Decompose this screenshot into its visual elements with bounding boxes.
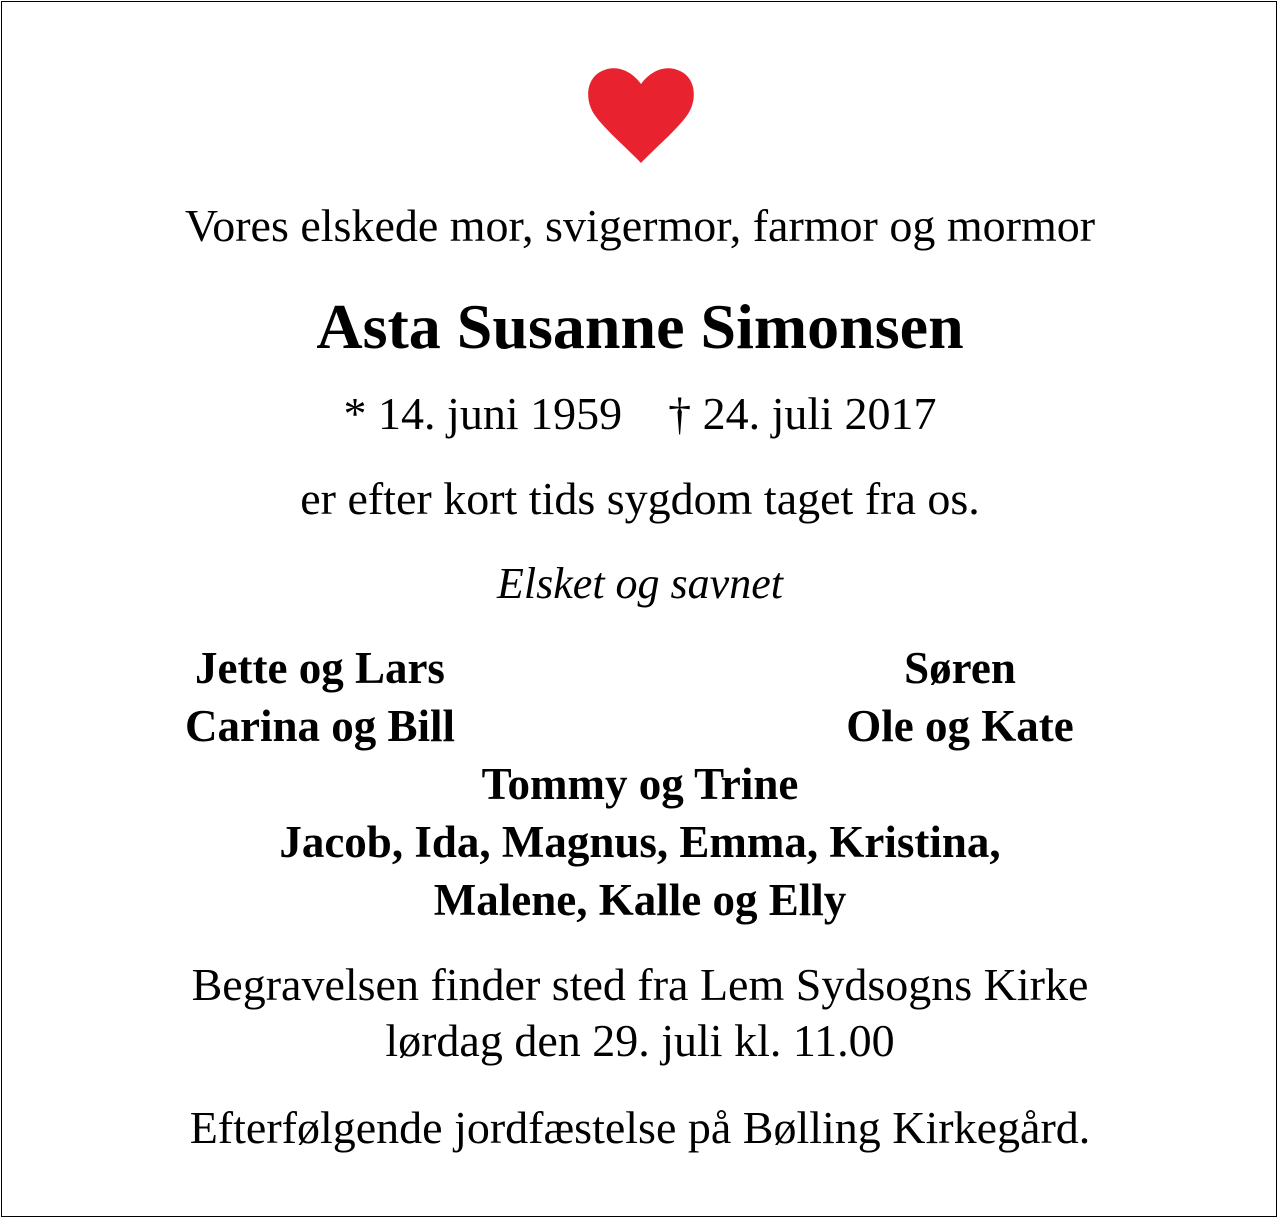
funeral-info: Begravelsen finder sted fra Lem Sydsogns Kirke [191,959,1089,1010]
family-member: Carina og Bill [184,701,456,751]
family-left-column [120,643,520,762]
family-member: Jette og Lars [195,643,445,693]
grandchildren-line: Malene, Kalle og Elly [433,875,847,925]
heart-shape [588,68,694,163]
family-member: Tommy og Trine [481,759,799,809]
intro-text: Vores elskede mor, svigermor, farmor og mormor [184,200,1096,251]
passing-text: er efter kort tids sygdom taget fra os. [300,473,980,524]
deceased-name: Asta Susanne Simonsen [316,291,964,362]
grandchildren-line: Jacob, Ida, Magnus, Emma, Kristina, [279,817,1001,867]
family-member: Søren [904,643,1016,693]
heart-icon [586,66,696,164]
loved-and-missed: Elsket og savnet [497,559,783,608]
life-dates [0,388,1280,439]
birth-date: * 14. juni 1959 [343,388,623,439]
burial-info: Efterfølgende jordfæstelse på Bølling Kirkegård. [189,1102,1091,1153]
death-date: † 24. juli 2017 [668,388,937,439]
family-member: Ole og Kate [846,701,1074,751]
family-right-column [760,643,1160,762]
funeral-date: lørdag den 29. juli kl. 11.00 [385,1015,895,1066]
